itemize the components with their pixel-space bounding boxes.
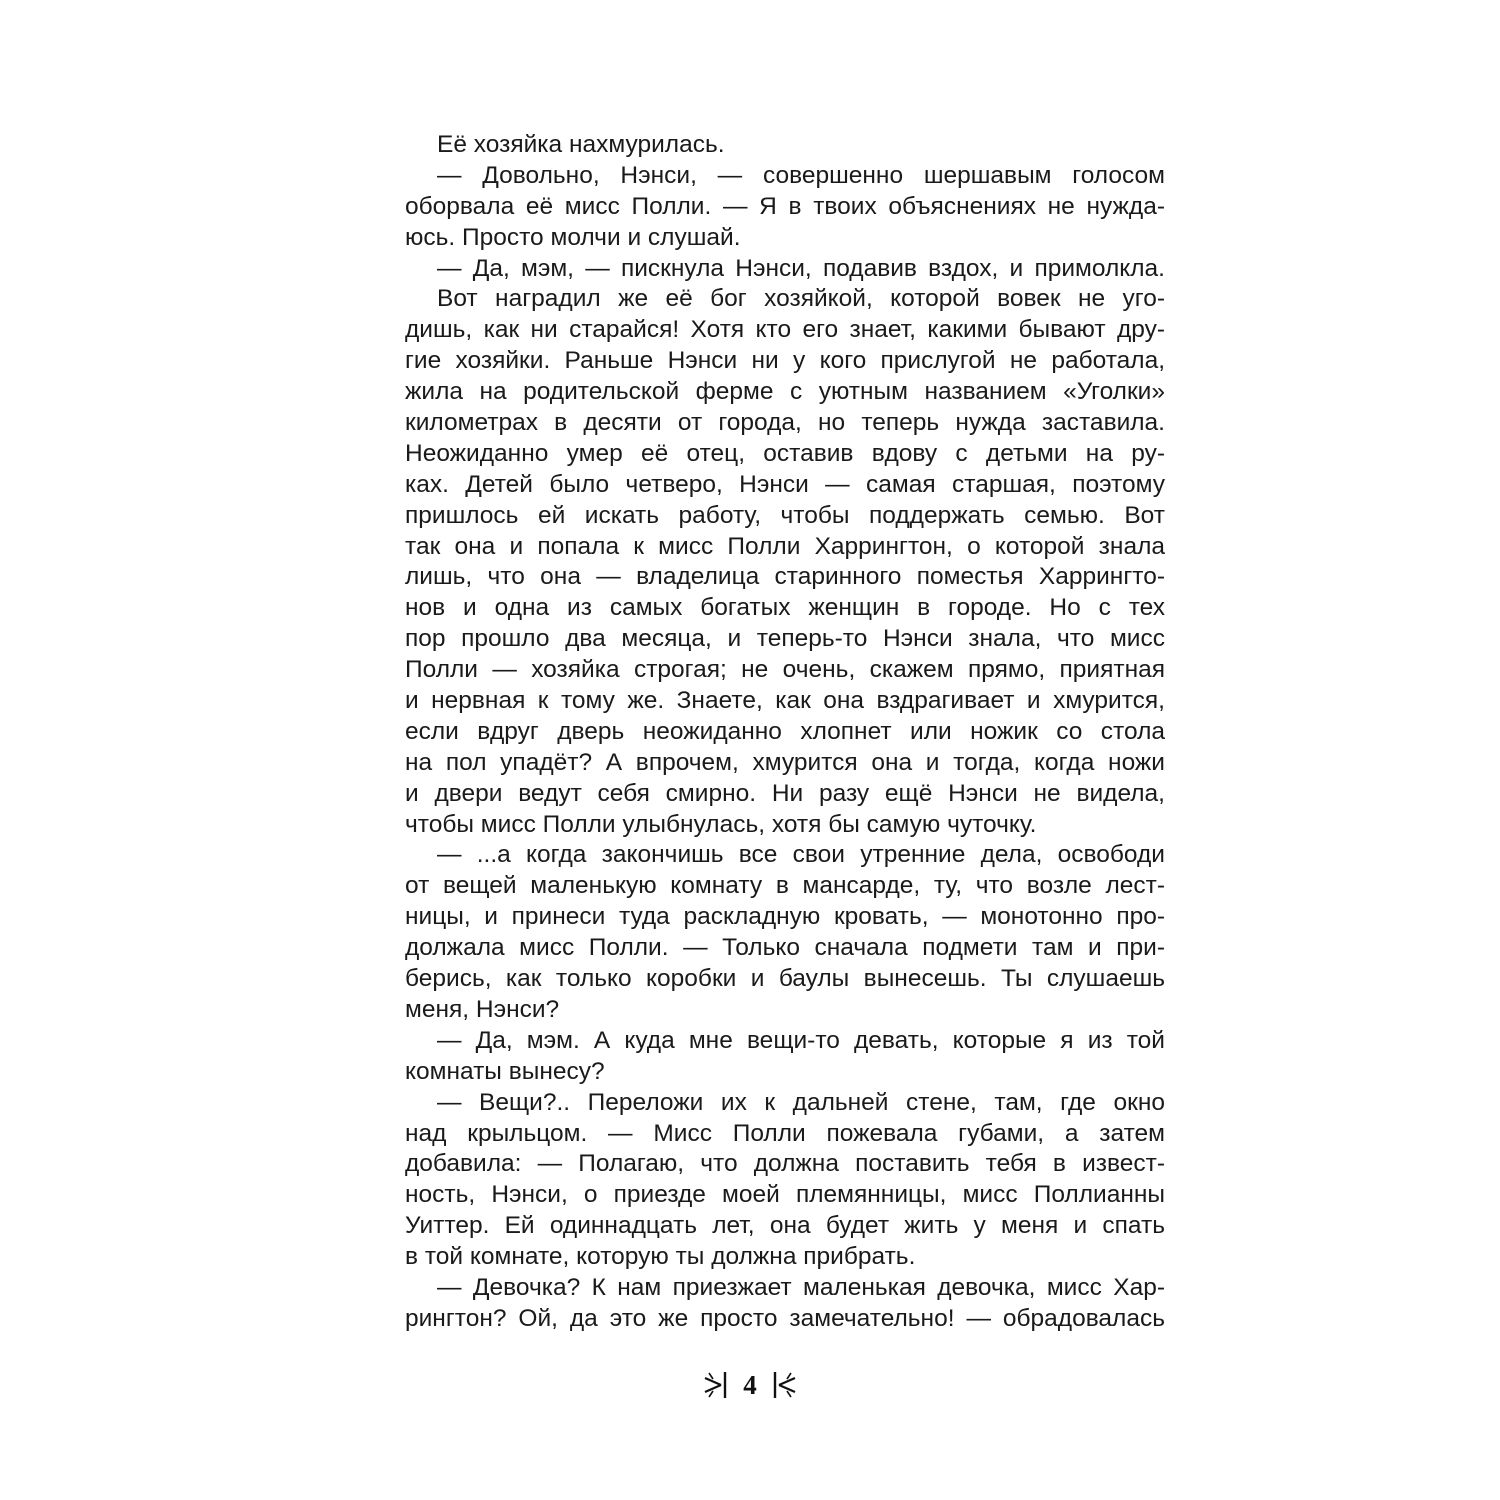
text-line: так она и попала к мисс Полли Харрингтон, о которой знала — [405, 532, 1165, 560]
text-line: Её хозяйка нахмурилась. — [437, 131, 725, 158]
text-line: рингтон? Ой, да это же просто замечательно! — обрадовалась — [405, 1304, 1165, 1332]
text-line: должала мисс Полли. — Только сначала подмети там и при- — [405, 934, 1165, 962]
text-line: ках. Детей было четверо, Нэнси — самая старшая, поэтому — [405, 470, 1165, 498]
page-footer — [0, 1365, 1500, 1405]
text-line: пор прошло два месяца, и теперь-то Нэнси знала, что мисс — [405, 625, 1165, 653]
left-ornament-icon — [703, 1370, 729, 1400]
text-line: добавила: — Полагаю, что должна поставить тебя в извест- — [405, 1150, 1165, 1178]
text-line: жила на родительской ферме с уютным названием «Уголки» — [405, 378, 1165, 406]
text-line: километрах в десяти от города, но теперь нужда заставила. — [405, 409, 1165, 437]
text-line: Полли — хозяйка строгая; не очень, скажем прямо, приятная — [405, 656, 1165, 684]
text-line: юсь. Просто молчи и слушай. — [405, 223, 741, 251]
text-line: чтобы мисс Полли улыбнулась, хотя бы самую чуточку. — [405, 810, 1037, 838]
text-line: ницы, и принеси туда раскладную кровать, — монотонно про- — [405, 903, 1165, 931]
text-line: лишь, что она — владелица старинного поместья Харрингто- — [405, 563, 1165, 591]
text-line: от вещей маленькую комнату в мансарде, ту, что возле лест- — [405, 872, 1165, 900]
text-line: Уиттер. Ей одиннадцать лет, она будет жить у меня и спать — [405, 1212, 1165, 1240]
text-line: — Вещи?.. Переложи их к дальней стене, там, где окно — [437, 1088, 1165, 1116]
text-line: нов и одна из самых богатых женщин в городе. Но с тех — [405, 594, 1165, 622]
text-line: пришлось ей искать работу, чтобы поддержать семью. Вот — [405, 501, 1165, 529]
text-line: — Девочка? К нам приезжает маленькая девочка, мисс Хар- — [437, 1273, 1165, 1301]
text-line: и двери ведут себя смирно. Ни разу ещё Нэнси не видела, — [405, 779, 1165, 807]
text-line: над крыльцом. — Мисс Полли пожевала губами, а затем — [405, 1119, 1165, 1147]
text-line: комнаты вынесу? — [405, 1057, 605, 1085]
text-line: — Да, мэм, — пискнула Нэнси, подавив вздох, и примолкла. — [437, 254, 1165, 282]
text-line: берись, как только коробки и баулы вынесешь. Ты слушаешь — [405, 965, 1165, 993]
text-line: если вдруг дверь неожиданно хлопнет или ножик со стола — [405, 717, 1165, 745]
text-line: ность, Нэнси, о приезде моей племянницы, мисс Поллианны — [405, 1181, 1165, 1209]
text-line: гие хозяйки. Раньше Нэнси ни у кого прислугой не работала, — [405, 347, 1165, 375]
text-line: меня, Нэнси? — [405, 995, 560, 1023]
text-line: — Довольно, Нэнси, — совершенно шершавым голосом — [437, 161, 1165, 189]
text-line: Неожиданно умер её отец, оставив вдову с детьми на ру- — [405, 439, 1165, 467]
text-line: — ...а когда закончишь все свои утренние дела, освободи — [437, 841, 1165, 869]
text-line: на пол упадёт? А впрочем, хмурится она и тогда, когда ножи — [405, 748, 1165, 776]
right-ornament-icon — [771, 1370, 797, 1400]
text-line: Вот наградил же её бог хозяйкой, которой вовек не уго- — [437, 285, 1165, 313]
page-number: 4 — [743, 1370, 757, 1400]
body-text — [405, 130, 1165, 1335]
text-line: — Да, мэм. А куда мне вещи-то девать, которые я из той — [437, 1026, 1165, 1054]
text-line: и нервная к тому же. Знаете, как она вздрагивает и хмурится, — [405, 687, 1165, 715]
text-line: в той комнате, которую ты должна прибрать. — [405, 1243, 916, 1271]
text-line: дишь, как ни старайся! Хотя кто его знает, какими бывают дру- — [405, 316, 1165, 344]
text-line: оборвала её мисс Полли. — Я в твоих объяснениях не нужда- — [405, 192, 1165, 220]
